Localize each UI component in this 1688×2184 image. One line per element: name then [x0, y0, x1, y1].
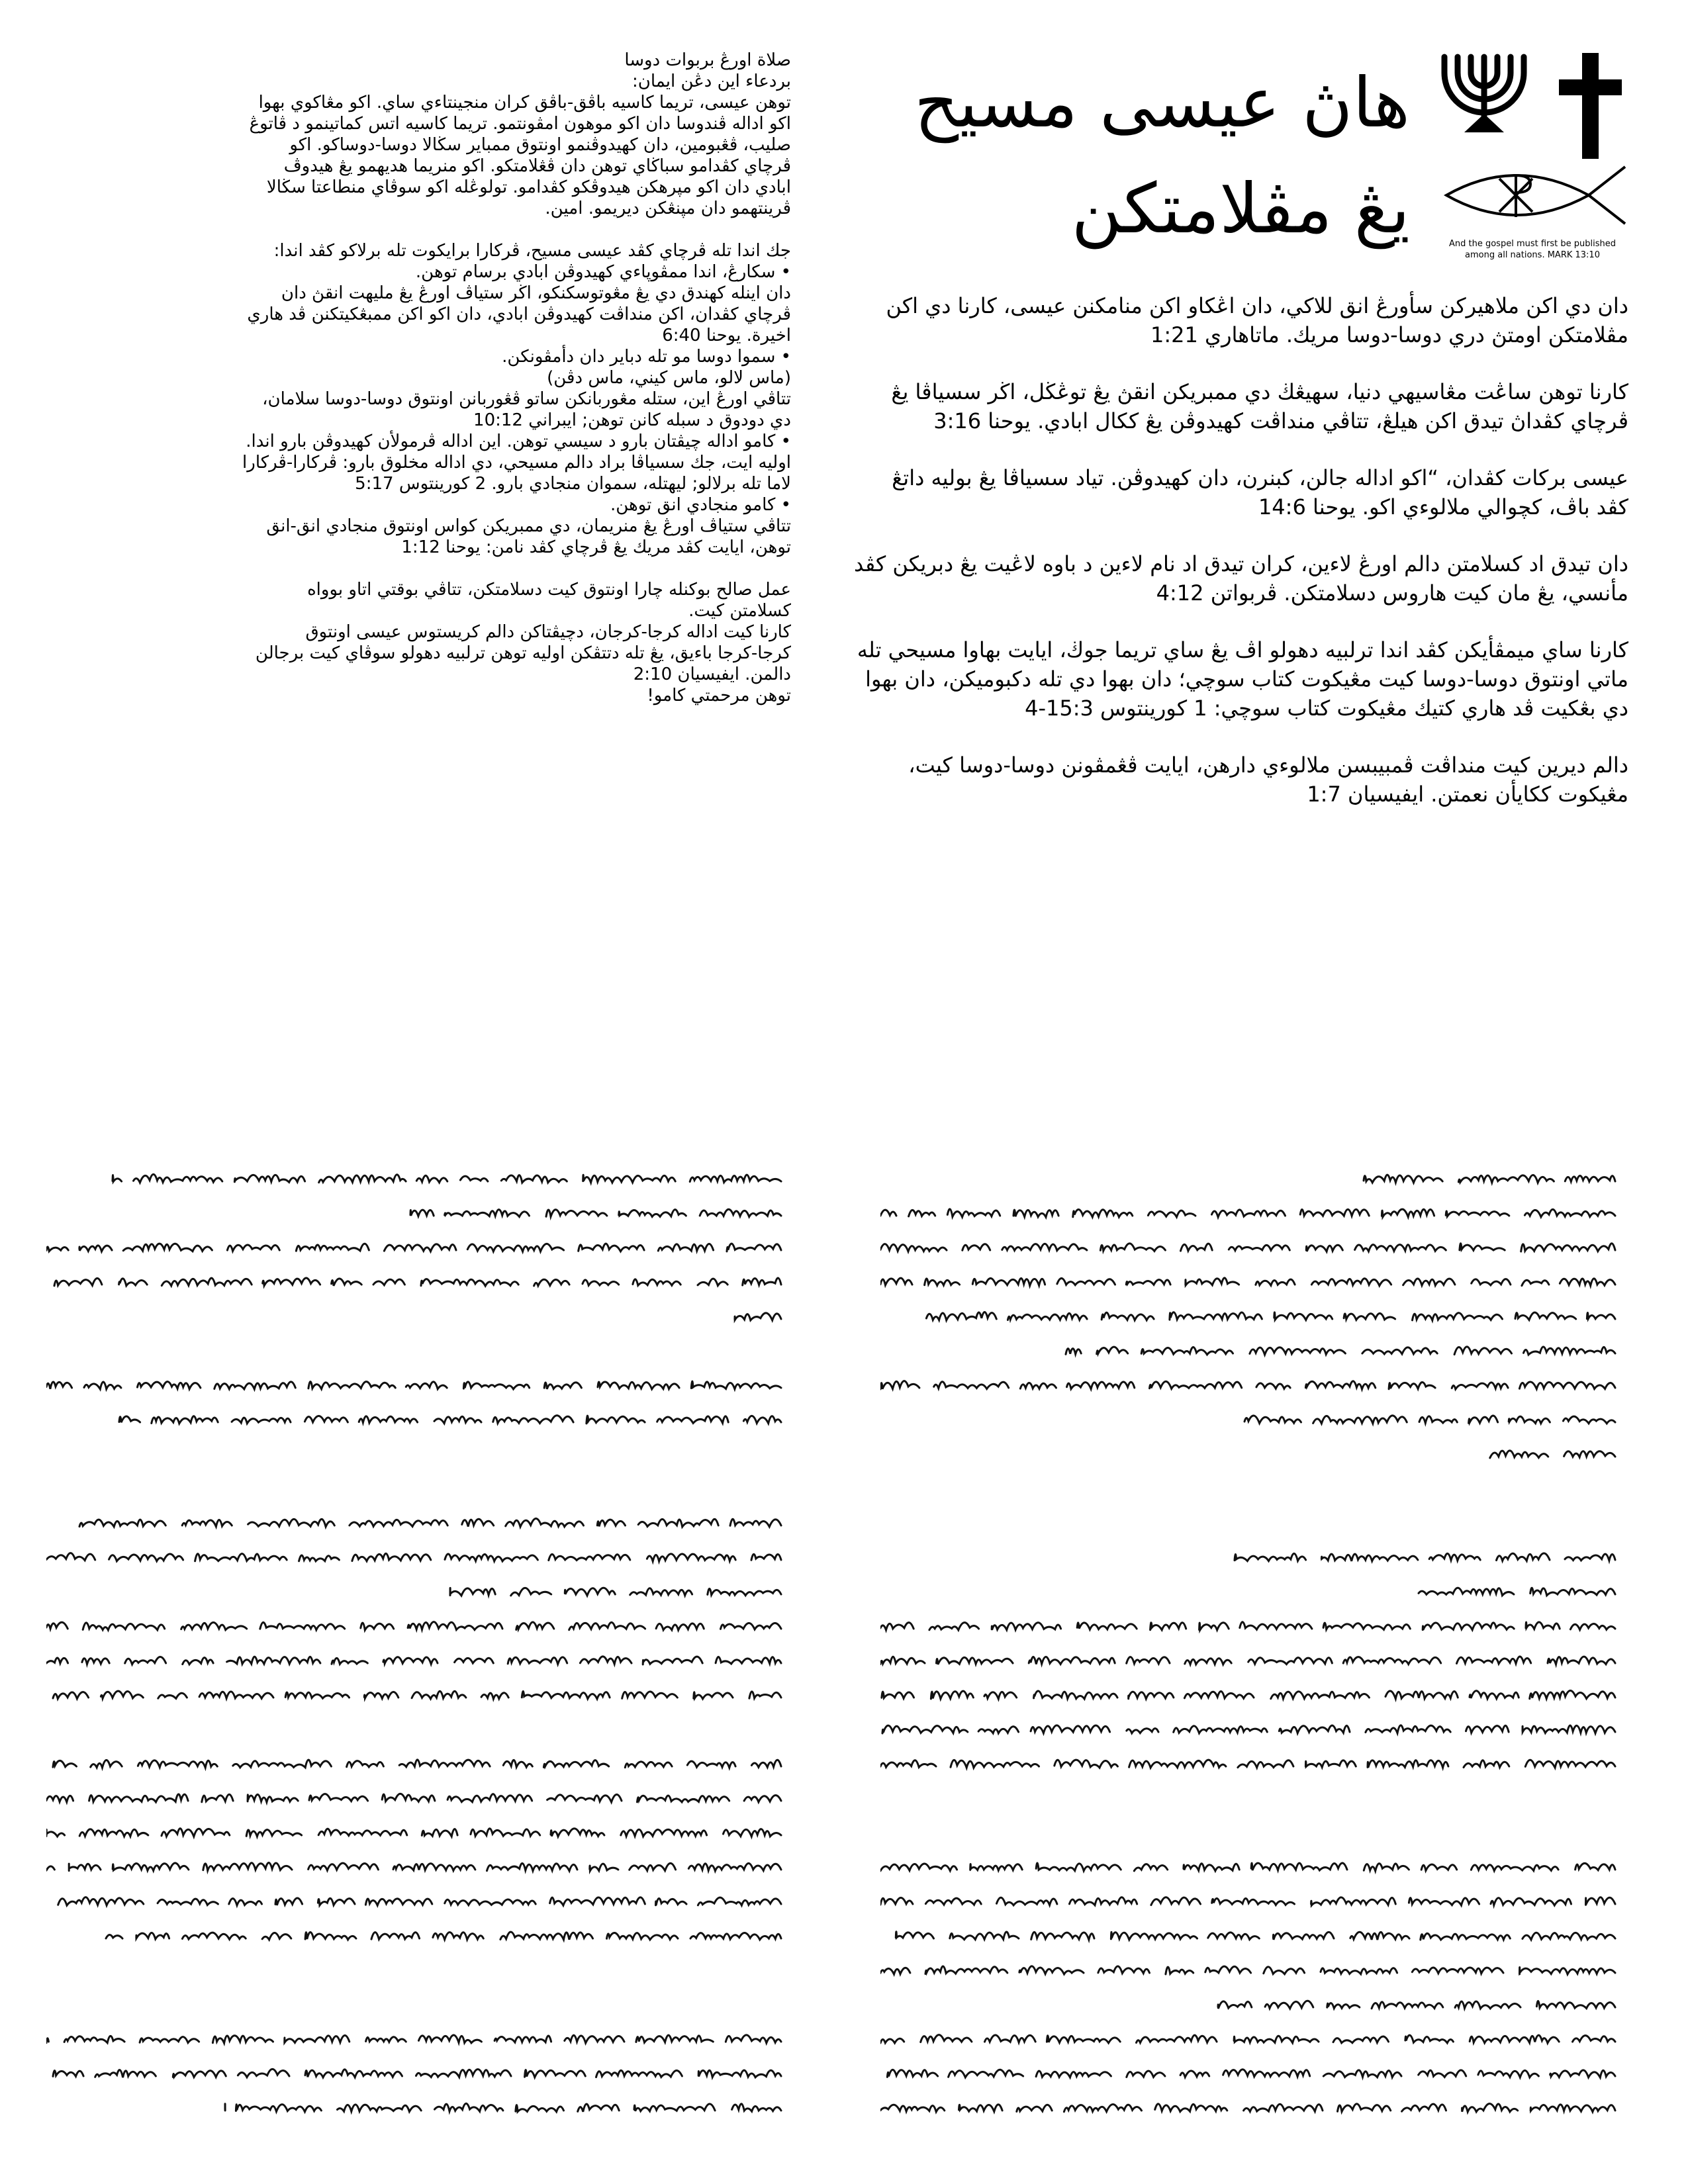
text-line: ڤرينتهمو دان مڽنڠكن ديريمو. امين.	[545, 199, 791, 218]
text-line: (ماس لالو، ماس كيني، ماس دڤن)	[547, 368, 791, 388]
text-line: توهن عيسى، تريما كاسيه باڤق-باڤق كران منجينتاءي ساي. اكو مڠاكوي بهوا	[258, 93, 791, 113]
text-line: دان اينله كهندق دي يڠ مڠوتوسكنكو، اڬر ستياڤ اورڠ يڠ مليهت انقڽ دان	[281, 283, 791, 303]
title-line-1: هاڽ عيسى مسيح	[914, 62, 1410, 143]
text-line: تتاڤي ستياڤ اورڠ يڠ منريمان، دي ممبريكن كواس اونتوق منجادي انق-انق	[266, 516, 791, 536]
text-line: ابادي دان اكو مڽرهكن هيدوڤكو كڤدامو. تولوڠله اكو سوڤاي منطاعتا سڬالا	[266, 177, 791, 197]
text-line: صليب، ڤڠبومين، دان كهيدوڤنمو اونتوق ممباير سڬالا دوسا-دوساكو. اكو	[289, 135, 791, 155]
cipher-script-text-image	[880, 1155, 1625, 2134]
text-line: كرجا-كرجا باءيق، يڠ تله دتتڤكن اوليه توهن ترلبيه دهولو سوڤاي كيت برجالن	[255, 643, 791, 663]
text-line: توهن، ايايت كڤد مريك يڠ ڤرچاي كڤد نامن: يوحنا 1:12	[401, 537, 791, 557]
bullet-line: • سكارڠ، اندا ممڤوڽاءي كهيدوڤن ابادي برسام توهن.	[415, 262, 791, 282]
menorah-icon	[1436, 53, 1532, 136]
tract-front-panel	[854, 40, 1628, 1072]
logo	[1436, 53, 1628, 271]
prayer-panel	[56, 50, 791, 1042]
ichthys-icon	[1436, 159, 1628, 232]
text-line: اكو اداله ڤندوسا دان اكو موهون امڤونتمو. تريما كاسيه اتس كماتينمو د ڤاتوڠ	[249, 114, 791, 134]
page-title	[854, 53, 1410, 271]
logo-caption	[1436, 238, 1628, 261]
closing-line: توهن مرحمتي كامو!	[647, 686, 791, 705]
verse-list	[854, 291, 1628, 837]
prayer-title: صلاة اورڠ بربوات دوسا	[624, 50, 791, 70]
bullet-line: • كامو منجادي انق توهن.	[610, 495, 791, 515]
text-line: دالمن. ايفيسيان 2:10	[633, 664, 791, 684]
text-line: كارنا كيت اداله كرجا-كرجان، دچيڤتاكن دالم كريستوس عيسى اونتوق	[305, 622, 791, 642]
text-line: اوليه ايت، جك سسياڤا براد دالم مسيحي، دي اداله مخلوق بارو: ڤركارا-ڤركارا	[242, 453, 791, 473]
text-line: كسلامتن كيت.	[688, 601, 791, 621]
spacer	[56, 219, 791, 240]
text-line: عمل صالح بوكنله چارا اونتوق كيت دسلامتكن، تتاڤي بوقتي اتاو بوواه	[307, 580, 791, 600]
bullet-line: • سموا دوسا مو تله دباير دان دأمڤونكن.	[502, 347, 791, 367]
cipher-script-text-image	[46, 1155, 791, 2134]
title-line-2: يڠ مڤلامتكن	[1071, 168, 1410, 249]
text-line: دي دودوق د سبله كانن توهن; ايبراني 10:12	[473, 410, 791, 430]
text-line: ڤرچاي كڤدان، اكن منداڤت كهيدوڤن ابادي، دان اكو اكن ممبڠكيتكنن ڤد هاري	[247, 304, 791, 324]
text-line: لاما تله برلالو; ليهتله، سموان منجادي بارو. 2 كورينتوس 5:17	[355, 474, 791, 494]
cross-icon	[1559, 53, 1622, 159]
text-line: بردعاء اين دڠن ايمان:	[632, 71, 791, 91]
verse: دان تيدق اد كسلامتن دالم اورڠ لاءين، كران تيدق اد نام لاءين د باوه لاڠيت يڠ دبريكن كڤد مأنسي، يڠ مان كيت هاروس دسلامتكن. ڤربواتن 4:12	[854, 551, 1628, 606]
bullet-line: • كامو اداله چيڤتان بارو د سيسي توهن. اين اداله ڤرمولأن كهيدوڤن بارو اندا.	[246, 432, 791, 451]
verse: كارنا توهن ساڠت مڠاسيهي دنيا، سهيڠڬ دي ممبريكن انقڽ يڠ توڠڬل، اڬر سسياڤا يڠ ڤرچاي كڤداڽ تيدق اكن هيلڠ، تتاڤي منداڤت كهيدوڤن يڠ ككال ابادي. يوحنا 3:16	[891, 379, 1628, 433]
spacer	[56, 558, 791, 579]
logo-caption-line-2: among all nations. MARK 13:10	[1465, 250, 1600, 260]
text-line: ڤرچاي كڤدامو سباڬاي توهن دان ڤڠلامتكو. اكو منريما هديهمو يڠ هيدوڤ	[283, 156, 791, 176]
text-line: جك اندا تله ڤرچاي كڤد عيسى مسيح، ڤركارا برايكوت تله برلاكو كڤد اندا:	[273, 241, 791, 261]
verse: دان دي اكن ملاهيركن سأورڠ انق للاكي، دان اڠكاو اكن منامكنن عيسى، كارنا دي اكن مڤلامتكن اومتڽ دري دوسا-دوسا مريك. ماتاهاري 1:21	[886, 293, 1628, 347]
verse: عيسى بركات كڤدان، “اكو اداله جالن، كبنرن، دان كهيدوڤن. تياد سسياڤا يڠ بوليه داتڠ كڤد باڤ، كچوالي ملالوءي اكو. يوحنا 14:6	[892, 465, 1628, 520]
cipher-script-panel-left	[46, 1155, 791, 2134]
logo-caption-line-1: And the gospel must first be published	[1448, 239, 1616, 249]
verse: كارنا ساي ميمڤأيكن كڤد اندا ترلبيه دهولو اڤ يڠ ساي تريما جوڬ، ايايت بهاوا مسيحي تله ماتي اونتوق دوسا-دوسا كيت مڠيكوت كتاب سوچي؛ دان بهوا دي تله دكبوميكن، دان بهوا دي بڠكيت ڤد هاري كتيك مڠيكوت كتاب سوچي: 1 كورينتوس 15:3-4	[857, 637, 1628, 721]
cipher-script-panel-right	[880, 1155, 1625, 2134]
text-line: اخيرة. يوحنا 6:40	[662, 326, 791, 345]
verse: دالم ديرين كيت منداڤت ڤمبيبسن ملالوءي دارهن، ايايت ڤڠمڤونن دوسا-دوسا كيت، مڠيكوت ككايأن نعمتن. ايفيسيان 1:7	[908, 752, 1628, 807]
text-line: تتاڤي اورڠ اين، ستله مڠوربانكن ساتو ڤڠوربانن اونتوق دوسا-دوسا سلامان،	[262, 389, 791, 409]
